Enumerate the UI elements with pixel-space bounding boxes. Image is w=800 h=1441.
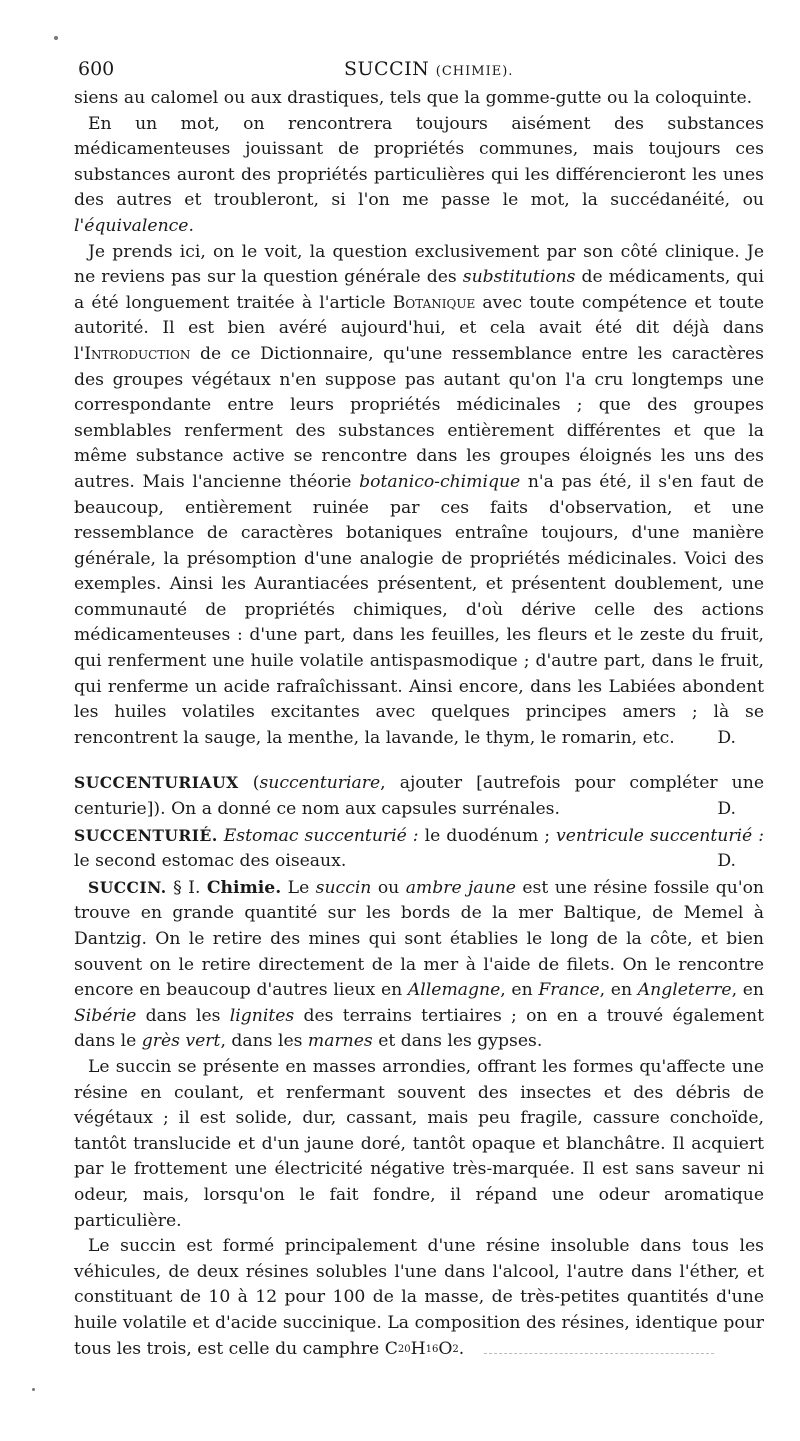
entry-headword: SUCCIN. [88, 877, 167, 897]
running-head [344, 58, 513, 80]
document-page [74, 56, 764, 1362]
section-marker: § I. [166, 877, 207, 898]
dictionary-entry: SUCCENTURIAUX (succenturiare, ajouter [autrefois pour compléter une centurie]). On a donné ce nom aux capsules surrénales. D. [74, 770, 764, 822]
scan-dash-artifact [484, 1347, 714, 1354]
running-head-subtitle: (CHIMIE). [435, 64, 514, 79]
chemical-formula: $C^{20}H^{16}O^2$ [384, 1338, 459, 1359]
scan-speck [32, 1388, 35, 1391]
entry-headword: SUCCENTURIAUX [74, 773, 239, 793]
section-title: Chimie. [206, 877, 282, 898]
running-head-title: SUCCIN [344, 58, 430, 80]
page-number: 600 [78, 58, 115, 80]
paragraph: Le succin se présente en masses arrondies, offrant les formes qu'affecte une résine en coulant, et renfermant souvent des insectes et des débris de végétaux ; il est solide, dur, cassant, mais peu fragile, cassure conchoïde, tantôt translucide et d'un jaune doré, tantôt opaque et blanchâtre. Il acquiert par le frottement une électricité négative très-marquée. Il est sans saveur ni odeur, mais, lorsqu'on le fait fondre, il répand une odeur aromatique particulière. [74, 1056, 764, 1231]
entry-headword: SUCCENTURIÉ. [74, 825, 218, 845]
body-text [74, 86, 764, 1362]
paragraph: En un mot, on rencontrera toujours aisément des substances médicamenteuses jouissant de propriétés communes, mais toujours ces substances auront des propriétés particulières qui les différencieront les unes des autres et troubleront, si l'on me passe le mot, la succédanéité, ou l'équivalence. [74, 113, 764, 236]
author-signature: D. [717, 851, 736, 872]
dictionary-entry: SUCCENTURIÉ. Estomac succenturié : le duodénum ; ventricule succenturié : le second estomac des oiseaux. D. [74, 823, 764, 875]
paragraph: Je prends ici, on le voit, la question exclusivement par son côté clinique. Je ne reviens pas sur la question générale des substitutions de médicaments, qui a été longuement traitée à l'article Botanique avec toute compétence et toute autorité. Il est bien avéré aujourd'hui, et cela avait été dit déjà dans l'Introduction de ce Dictionnaire, qu'une ressemblance entre les caractères des groupes végétaux n'en suppose pas autant qu'on l'a cru longtemps une correspondante entre leurs propriétés médicinales ; que des groupes semblables renferment des substances entièrement différentes et que la même substance active se rencontre dans les groupes éloignés les uns des autres. Mais l'ancienne théorie botanico-chimique n'a pas été, il s'en faut de beaucoup, entièrement ruinée par ces faits d'observation, et une ressemblance de caractères botaniques entraîne toujours, d'une manière générale, la présomption d'une analogie de propriétés médicinales. Voici des exemples. Ainsi les Aurantiacées présentent, et présentent doublement, une communauté de propriétés chimiques, d'où dérive celle des actions médicamenteuses : d'une part, dans les feuilles, les fleurs et le zeste du fruit, qui renferment une huile volatile antispasmodique ; d'autre part, dans le fruit, qui renferme un acide rafraîchissant. Ainsi encore, dans les Labiées abondent les huiles volatiles excitantes avec quelques principes amers ; là se rencontrent la sauge, la menthe, la lavande, le thym, le romarin, etc. D. [74, 240, 764, 752]
dictionary-entry: SUCCIN. § I. Chimie. Le succin ou ambre jaune est une résine fossile qu'on trouve en grande quantité sur les bords de la mer Baltique, de Memel à Dantzig. On le retire des mines qui sont établies le long de la côte, et bien souvent on le retire directement de la mer à l'aide de filets. On le rencontre encore en beaucoup d'autres lieux en Allemagne, en France, en Angleterre, en Sibérie dans les lignites des terrains tertiaires ; on en a trouvé également dans le grès vert, dans les marnes et dans les gypses. [74, 877, 764, 1052]
scan-speck [54, 36, 58, 40]
author-signature: D. [717, 727, 736, 748]
continued-paragraph: siens au calomel ou aux drastiques, tels que la gomme-gutte ou la coloquinte. [74, 88, 753, 108]
page-header [74, 56, 764, 86]
paragraph: Le succin est formé principalement d'une résine insoluble dans tous les véhicules, de deux résines solubles l'une dans l'alcool, l'autre dans l'éther, et constituant de 10 à 12 pour 100 de la masse, de très-petites quantités d'une huile volatile et d'acide succinique. La composition des résines, identique pour tous les trois, est celle du camphre $C^{20}H^{16}O^2$. [74, 1236, 764, 1359]
author-signature: D. [717, 799, 736, 820]
